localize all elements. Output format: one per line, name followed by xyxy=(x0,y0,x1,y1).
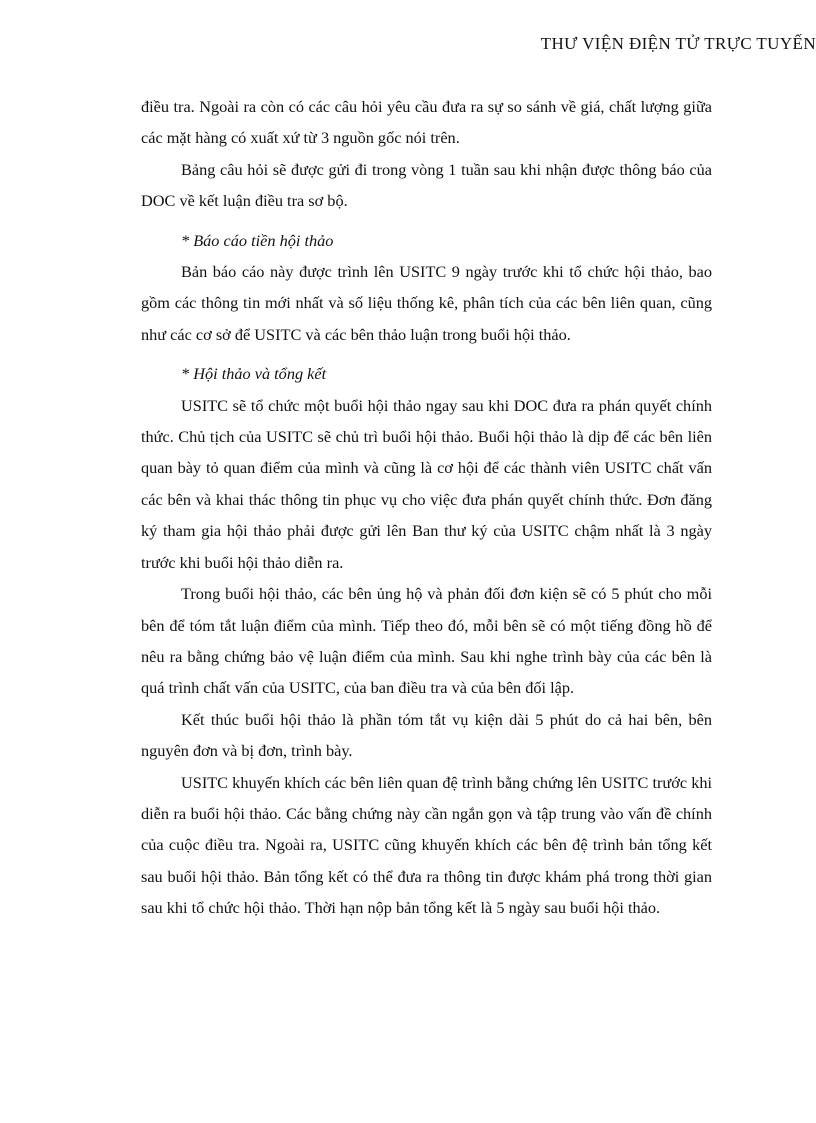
document-body xyxy=(141,91,712,924)
paragraph: USITC khuyến khích các bên liên quan đệ trình bằng chứng lên USITC trước khi diễn ra buổi hội thảo. Các bằng chứng này cần ngắn gọn và tập trung vào vấn đề chính của cuộc điều tra. Ngoài ra, USITC cũng khuyến khích các bên đệ trình bản tổng kết sau buổi hội thảo. Bản tổng kết có thể đưa ra thông tin được khám phá trong thời gian sau khi tổ chức hội thảo. Thời hạn nộp bản tổng kết là 5 ngày sau buổi hội thảo. xyxy=(141,772,712,918)
paragraph: Kết thúc buổi hội thảo là phần tóm tắt vụ kiện dài 5 phút do cả hai bên, bên nguyên đơn và bị đơn, trình bày. xyxy=(141,709,712,761)
section-heading-pre-hearing-report: * Báo cáo tiền hội thảo xyxy=(181,230,334,250)
paragraph: Bảng câu hỏi sẽ được gửi đi trong vòng 1 tuần sau khi nhận được thông báo của DOC về kết luận điều tra sơ bộ. xyxy=(141,159,712,211)
paragraph: Trong buổi hội thảo, các bên ủng hộ và phản đối đơn kiện sẽ có 5 phút cho mỗi bên để tóm tắt luận điểm của mình. Tiếp theo đó, mỗi bên sẽ có một tiếng đồng hồ để nêu ra bằng chứng bảo vệ luận điểm của mình. Sau khi nghe trình bày của các bên là quá trình chất vấn của USITC, của ban điều tra và của bên đối lập. xyxy=(141,584,712,698)
paragraph-continuation: điều tra. Ngoài ra còn có các câu hỏi yêu cầu đưa ra sự so sánh về giá, chất lượng giữa các mặt hàng có xuất xứ từ 3 nguồn gốc nói trên. xyxy=(141,97,712,148)
section-heading-hearing-and-summary: * Hội thảo và tổng kết xyxy=(181,364,327,384)
paragraph: USITC sẽ tổ chức một buổi hội thảo ngay sau khi DOC đưa ra phán quyết chính thức. Chủ tịch của USITC sẽ chủ trì buổi hội thảo. Buổi hội thảo là dịp để các bên liên quan bày tỏ quan điểm của mình và cũng là cơ hội để các thành viên USITC chất vấn các bên và khai thác thông tin phục vụ cho việc đưa phán quyết chính thức. Đơn đăng ký tham gia hội thảo phải được gửi lên Ban thư ký của USITC chậm nhất là 3 ngày trước khi buổi hội thảo diễn ra. xyxy=(141,395,712,572)
page-header: THƯ VIỆN ĐIỆN TỬ TRỰC TUYẾN xyxy=(540,34,816,53)
paragraph: Bản báo cáo này được trình lên USITC 9 ngày trước khi tổ chức hội thảo, bao gồm các thông tin mới nhất và số liệu thống kê, phân tích của các bên liên quan, cũng như các cơ sở để USITC và các bên thảo luận trong buổi hội thảo. xyxy=(141,262,712,344)
